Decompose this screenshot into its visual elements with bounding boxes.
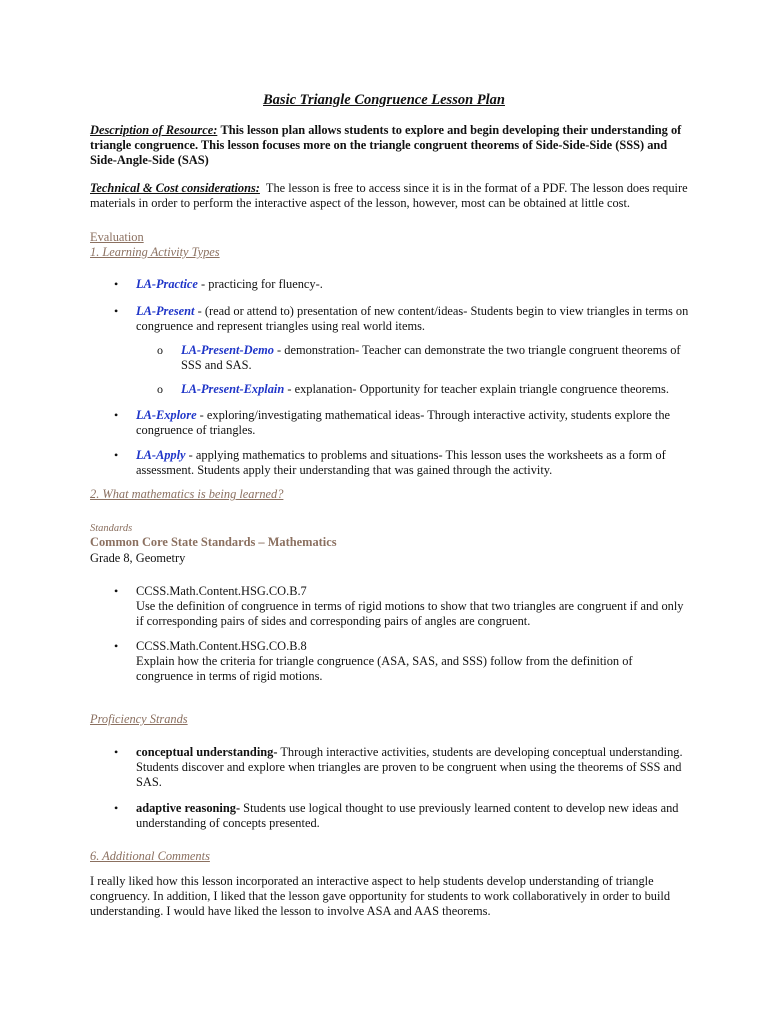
bullet-icon: •	[114, 448, 119, 462]
description-paragraph	[90, 123, 690, 168]
la-present-explain-text: - explanation- Opportunity for teacher explain triangle congruence theorems.	[284, 382, 669, 396]
la-practice-text: - practicing for fluency-.	[197, 277, 323, 291]
sub-bullet-icon: o	[157, 382, 163, 396]
list-item-la-apply	[136, 448, 692, 478]
proficiency-item-conceptual	[136, 745, 692, 790]
adaptive-term: adaptive reasoning-	[136, 801, 241, 815]
la-present-text: - (read or attend to) presentation of new content/ideas- Students begin to view triangles in terms on congruence and represent triangles using real world items.	[136, 304, 689, 333]
list-item-la-present-explain	[181, 382, 701, 397]
la-explore-text: - exploring/investigating mathematical ideas- Through interactive activity, students explore the congruence of triangles.	[136, 408, 671, 437]
conceptual-term: conceptual understanding-	[136, 745, 278, 759]
bullet-icon: •	[114, 408, 119, 422]
additional-comments-heading: 6. Additional Comments	[90, 849, 210, 863]
standard-code-b8: CCSS.Math.Content.HSG.CO.B.8	[136, 639, 307, 653]
list-item-la-present-demo	[181, 343, 701, 373]
la-practice-term: LA-Practice	[136, 277, 198, 291]
standard-text-b7: Use the definition of congruence in terms of rigid motions to show that two triangles are congruent if and only if corresponding pairs of sides and corresponding pairs of angles are congruent.	[136, 599, 684, 628]
proficiency-strands-heading: Proficiency Strands	[90, 712, 188, 726]
bullet-icon: •	[114, 584, 119, 598]
technical-text: The lesson is free to access since it is in the format of a PDF. The lesson does require materials in order to perform the interactive aspect of the lesson, however, most can be obtained at little cost.	[90, 181, 688, 210]
technical-label: Technical & Cost considerations:	[90, 181, 260, 195]
sub-bullet-icon: o	[157, 343, 163, 357]
bullet-icon: •	[114, 801, 119, 815]
list-item-la-explore	[136, 408, 692, 438]
bullet-icon: •	[114, 304, 119, 318]
la-explore-term: LA-Explore	[136, 408, 197, 422]
standards-title: Common Core State Standards – Mathematics	[90, 535, 337, 549]
la-present-demo-term: LA-Present-Demo	[181, 343, 274, 357]
mathematics-learned-heading: 2. What mathematics is being learned?	[90, 487, 284, 501]
conceptual-text: Through interactive activities, students are developing conceptual understanding. Students discover and explore when triangles are proven to be congruent when using the theorems of SSS and SAS.	[136, 745, 683, 789]
learning-activity-types-heading: 1. Learning Activity Types	[90, 245, 220, 259]
bullet-icon: •	[114, 745, 119, 759]
bullet-icon: •	[114, 639, 119, 653]
la-apply-term: LA-Apply	[136, 448, 186, 462]
standard-code-b7: CCSS.Math.Content.HSG.CO.B.7	[136, 584, 307, 598]
evaluation-label: Evaluation	[90, 230, 144, 244]
la-apply-text: - applying mathematics to problems and situations- This lesson uses the worksheets as a form of assessment. Students apply their understanding that was gained through the activity.	[136, 448, 666, 477]
description-label: Description of Resource:	[90, 123, 218, 137]
standards-label: Standards	[90, 523, 133, 534]
proficiency-item-adaptive	[136, 801, 692, 831]
la-present-demo-text: - demonstration- Teacher can demonstrate the two triangle congruent theorems of SSS and SAS.	[181, 343, 681, 372]
list-item-la-present	[136, 304, 692, 334]
description-text: This lesson plan allows students to explore and begin developing their understanding of triangle congruence. This lesson focuses more on the triangle congruent theorems of Side-Side-Side (SSS) and Side-Angle-Side (SAS)	[90, 123, 682, 167]
additional-comments-text: I really liked how this lesson incorporated an interactive aspect to help students develop understanding of triangle congruency. In addition, I liked that the lesson gave opportunity for students to work collaboratively in order to build understanding. I would have liked the lesson to involve ASA and AAS theorems.	[90, 874, 671, 918]
grade-label: Grade 8, Geometry	[90, 551, 186, 565]
standard-item-b7	[136, 584, 692, 629]
list-item-la-practice	[136, 277, 692, 292]
adaptive-text: Students use logical thought to use previously learned content to develop new ideas and understanding of concepts presented.	[136, 801, 679, 830]
la-present-explain-term: LA-Present-Explain	[181, 382, 285, 396]
technical-paragraph	[90, 181, 690, 211]
page-title: Basic Triangle Congruence Lesson Plan	[263, 92, 505, 108]
standard-item-b8	[136, 639, 692, 684]
la-present-term: LA-Present	[136, 304, 195, 318]
standard-text-b8: Explain how the criteria for triangle congruence (ASA, SAS, and SSS) follow from the definition of congruence in terms of rigid motions.	[136, 654, 633, 683]
bullet-icon: •	[114, 277, 119, 291]
